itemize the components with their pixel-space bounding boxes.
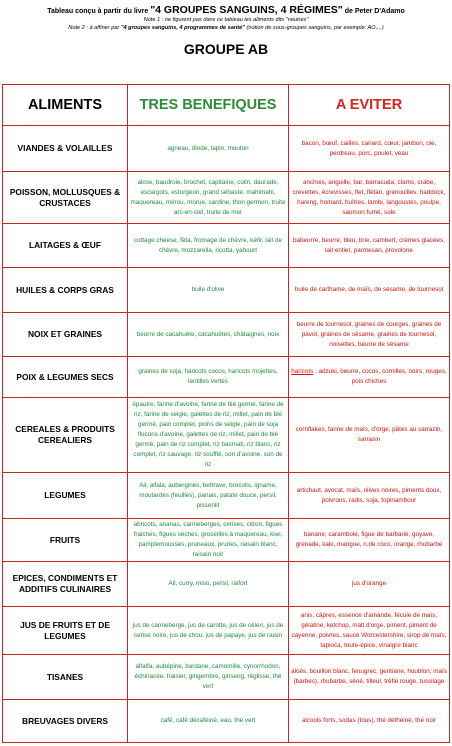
eviter-cell: aloès, bouillon blanc, fenugrec, gentiane, houblon, maïs (barbes), rhubarbe, séné, tilleul, trèfle rouge, tussilage [289, 655, 450, 700]
table-row [3, 562, 450, 607]
benefiques-cell: Ail, curry, miso, persil, raifort [128, 562, 289, 607]
benefiques-cell: alfalfa, aubépine, bardane, camomille, cynorrhodon, échinacée, fraisier, gingembre, ginseng, réglisse, thé vert [128, 655, 289, 700]
category-cell: VIANDES & VOLAILLES [3, 126, 128, 172]
category-cell: LAITAGES & ŒUF [3, 224, 128, 268]
table-row [3, 607, 450, 655]
source-author: de Peter D'Adamo [342, 8, 405, 15]
eviter-cell: anchois, anguille, bar, barracuda, clams, crabe, crevettes, écrevisses, flet, flétan, grenouilles, haddock, hareng, homard, huîtres, lambi, langoustes, poulpe, saumon fumé, sole [289, 172, 450, 224]
category-cell: POIX & LEGUMES SECS [3, 357, 128, 398]
table-row [3, 655, 450, 700]
eviter-cell: cornflakes, farine de maïs, d'orge, pâtes au sarrazin, sarrasin [289, 398, 450, 473]
benefiques-cell: alose, baudroie, brochet, capitaine, colin, daurade, escargots, esturgeon, grand sébaste, mahimahi, maquereau, mérou, morue, sardine, thon germon, truite arc-en-ciel, truite de mer [128, 172, 289, 224]
category-cell: HUILES & CORPS GRAS [3, 268, 128, 313]
eviter-cell: bacon, bœuf, cailles, canard, cœur, jambon, oie, perdreau, porc, poulet, veau [289, 126, 450, 172]
category-cell: JUS DE FRUITS ET DE LEGUMES [3, 607, 128, 655]
note-2-prefix: Note 2 : à affiner par [68, 25, 121, 31]
table-row [3, 268, 450, 313]
table-row [3, 313, 450, 357]
table-row [3, 357, 450, 398]
eviter-cell [289, 357, 450, 398]
category-cell: TISANES [3, 655, 128, 700]
category-cell: BREUVAGES DIVERS [3, 700, 128, 743]
document-header [0, 0, 452, 59]
benefiques-cell: Ail, alfala, aubergines, bettrave, brocolis, igname, moutardes (feuilles), panais, patate douce, persil, pissenlit [128, 473, 289, 519]
table-row [3, 473, 450, 519]
note-2 [0, 24, 452, 32]
table-header-row [3, 85, 450, 126]
table-row [3, 398, 450, 473]
column-header-benefiques: TRES BENEFIQUES [128, 85, 289, 126]
note-1: Note 1 : ne figurent pas dans ce tableau les aliments dits "neutres" [143, 17, 309, 23]
benefiques-cell: graines de soja, haricots cocos, haricots mojettes, lentilles vertes [128, 357, 289, 398]
source-line [0, 6, 452, 16]
eviter-cell-underlined-prefix: haricots [291, 368, 314, 375]
category-cell: LEGUMES [3, 473, 128, 519]
eviter-cell: jus d'orange [289, 562, 450, 607]
category-cell: EPICES, CONDIMENTS ET ADDITIFS CULINAIRES [3, 562, 128, 607]
book-title: "4 GROUPES SANGUINS, 4 RÉGIMES" [150, 4, 343, 16]
eviter-cell: beurre de tournesol, graines de courges, graines de pavot, graines de sésame, graines de tournesol, noisettes, beurre de sésame [289, 313, 450, 357]
table-row [3, 172, 450, 224]
eviter-cell: alcools forts, sodas (tous), thé déthéiné, thé noir [289, 700, 450, 743]
benefiques-cell: jus de canneberge, jus de carotte, jus de céleri, jus de cerise noire, jus de chou, jus de papaye, jus de raisin [128, 607, 289, 655]
category-cell: FRUITS [3, 519, 128, 562]
table-row [3, 126, 450, 172]
group-title: GROUPE AB [183, 41, 269, 57]
table-row [3, 700, 450, 743]
eviter-cell-rest: : adzuki, beurre, cocos, cornilles, noirs, rouges, pois chiches [313, 368, 447, 385]
category-cell: NOIX ET GRAINES [3, 313, 128, 357]
benefiques-cell: huile d'olive [128, 268, 289, 313]
benefiques-cell: agneau, dinde, lapin, mouton [128, 126, 289, 172]
benefiques-cell: beurre de cacahuète, cacahuètes, châtaignes, noix [128, 313, 289, 357]
eviter-cell: babeurre, beurre, bleu, brie, cambert, crèmes glacées, lait entier, parmesan, provolone [289, 224, 450, 268]
column-header-eviter: A EVITER [289, 85, 450, 126]
column-header-aliments: ALIMENTS [3, 85, 128, 126]
benefiques-cell: abricots, ananas, canneberges, cerises, citron, figues fraiches, figues sèches, groseilles à maquereau, kiwi, pamplemousses, pruneaux, prunes, raisain blanc, raisain noir [128, 519, 289, 562]
eviter-cell: huile de carthame, de maïs, de sésame, de tournesol [289, 268, 450, 313]
benefiques-cell: cottage cheese, féta, fromage de chèvre, kéfir, lait de chèvre, mozzarella, ricotta, yahourt [128, 224, 289, 268]
food-table [2, 84, 450, 743]
eviter-cell: anis, câpres, essence d'amande, fécule de maïs, gélatine, ketchup, malt d'orge, piment, piment de cayenne, poivres, sauce Worcestershire, sirop de maïs, tapioca, toute-épice, vinaigre blanc [289, 607, 450, 655]
eviter-cell: banane, carambole, figue de barbarie, goyave, grenade, kaki, mangue, n.de coco, orange, rhubarbe [289, 519, 450, 562]
category-cell: POISSON, MOLLUSQUES & CRUSTACES [3, 172, 128, 224]
table-row [3, 519, 450, 562]
benefiques-cell: café, café décaféiné, eau, thé vert [128, 700, 289, 743]
eviter-cell: artichaut, avocat, maïs, olives noires, piments doux, poivrons, radis, soja, topinambour [289, 473, 450, 519]
table-row [3, 224, 450, 268]
source-prefix: Tableau conçu à partir du livre [47, 8, 151, 15]
note-2-suffix: (notion de sous-groupes sanguins, par exemple: AO,...) [244, 25, 384, 31]
note-2-book: "4 groupes sanguins, 4 programmes de santé" [120, 25, 245, 31]
benefiques-cell: épautre, farine d'avoine, farine de blé germé, farine de riz, farine de seigle, galettes de riz, millet, pain de blé germé, pain complet, poins de seigle, pain de soja flocons d'avoine, galettes de riz, millet, pain de blé germé, pain de riz complet, riz basmati, riz blanc, riz complet, riz sauvage, riz soufflé, son d'avoine, son de riz [128, 398, 289, 473]
category-cell: CEREALES & PRODUITS CEREALIERS [3, 398, 128, 473]
